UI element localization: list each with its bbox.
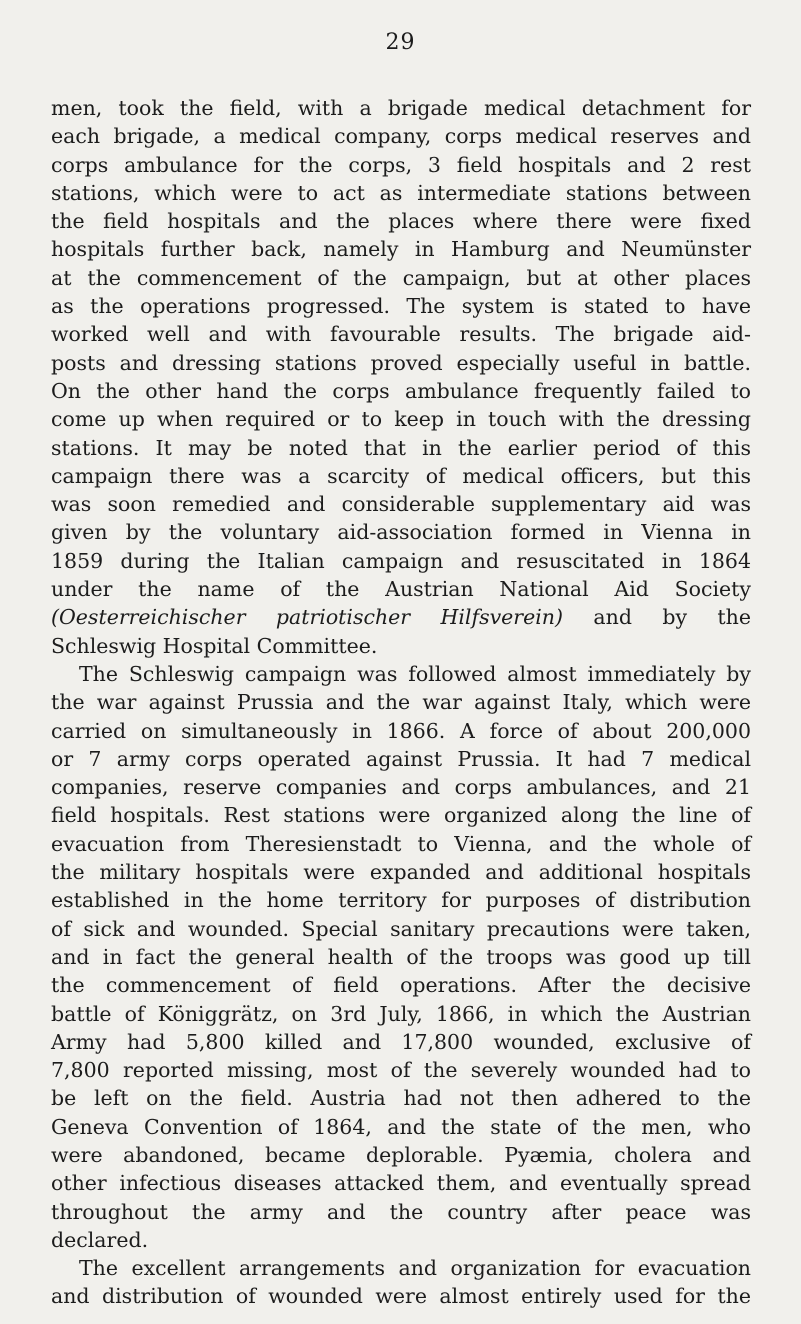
text-line: 1859 during the Italian campaign and resuscitated in 1864 <box>51 548 751 573</box>
text-line: men, took the field, with a brigade medical detachment for <box>51 96 751 120</box>
text-line: hospitals further back, namely in Hamburg and Neumünster <box>51 237 751 262</box>
body-text <box>51 94 751 1311</box>
text-line: under the name of the Austrian National Aid Society <box>51 577 751 602</box>
text-line: the field hospitals and the places where there were fixed <box>51 209 751 234</box>
text-line <box>51 603 751 631</box>
text-line: and distribution of wounded were almost entirely used for the <box>51 1284 751 1309</box>
text-line: Geneva Convention of 1864, and the state of the men, who <box>51 1114 751 1139</box>
text-line: 7,800 reported missing, most of the severely wounded had to <box>51 1058 751 1083</box>
text-line: was soon remedied and considerable supplementary aid was <box>51 492 751 517</box>
text-line: The Schleswig campaign was followed almost immediately by <box>79 661 751 686</box>
text-line: companies, reserve companies and corps ambulances, and 21 <box>51 775 751 800</box>
text-segment: and by the <box>563 605 752 630</box>
text-line: given by the voluntary aid-association formed in Vienna in <box>51 520 751 545</box>
text-line: evacuation from Theresienstadt to Vienna, and the whole of <box>51 831 751 856</box>
text-line: field hospitals. Rest stations were organized along the line of <box>51 803 751 828</box>
text-line: corps ambulance for the corps, 3 field hospitals and 2 rest <box>51 152 751 177</box>
text-line: of sick and wounded. Special sanitary precautions were taken, <box>51 916 751 941</box>
text-line: were abandoned, became deplorable. Pyæmia, cholera and <box>51 1142 751 1167</box>
italic-segment: (Oesterreichischer patriotischer Hilfsverein) <box>51 605 563 630</box>
text-line: On the other hand the corps ambulance frequently failed to <box>51 378 751 403</box>
text-line: stations, which were to act as intermediate stations between <box>51 180 751 205</box>
text-line: be left on the field. Austria had not then adhered to the <box>51 1086 751 1111</box>
text-line: the war against Prussia and the war against Italy, which were <box>51 690 751 715</box>
text-line: the military hospitals were expanded and additional hospitals <box>51 860 751 885</box>
text-line: throughout the army and the country after peace was <box>51 1199 751 1224</box>
text-line: posts and dressing stations proved especially useful in battle. <box>51 350 751 375</box>
text-line: each brigade, a medical company, corps medical reserves and <box>51 124 751 149</box>
text-line: campaign there was a scarcity of medical officers, but this <box>51 463 751 488</box>
text-line: stations. It may be noted that in the earlier period of this <box>51 435 751 460</box>
text-line: declared. <box>51 1227 149 1252</box>
text-line: The excellent arrangements and organization for evacuation <box>79 1256 751 1281</box>
text-line: and in fact the general health of the troops was good up till <box>51 944 751 969</box>
text-line: other infectious diseases attacked them, and eventually spread <box>51 1171 751 1196</box>
text-line: or 7 army corps operated against Prussia. It had 7 medical <box>51 746 751 771</box>
text-line: Schleswig Hospital Committee. <box>51 633 378 658</box>
text-line: the commencement of field operations. After the decisive <box>51 973 751 998</box>
text-line: battle of Königgrätz, on 3rd July, 1866, in which the Austrian <box>51 1001 751 1026</box>
text-line: worked well and with favourable results. The brigade aid- <box>51 322 751 347</box>
text-line: Army had 5,800 killed and 17,800 wounded, exclusive of <box>51 1029 751 1054</box>
text-line: at the commencement of the campaign, but at other places <box>51 265 751 290</box>
text-line: carried on simultaneously in 1866. A force of about 200,000 <box>51 718 751 743</box>
text-line: come up when required or to keep in touch with the dressing <box>51 407 751 432</box>
page-number: 29 <box>385 30 416 55</box>
text-line: as the operations progressed. The system is stated to have <box>51 294 751 319</box>
text-line: established in the home territory for purposes of distribution <box>51 888 751 913</box>
